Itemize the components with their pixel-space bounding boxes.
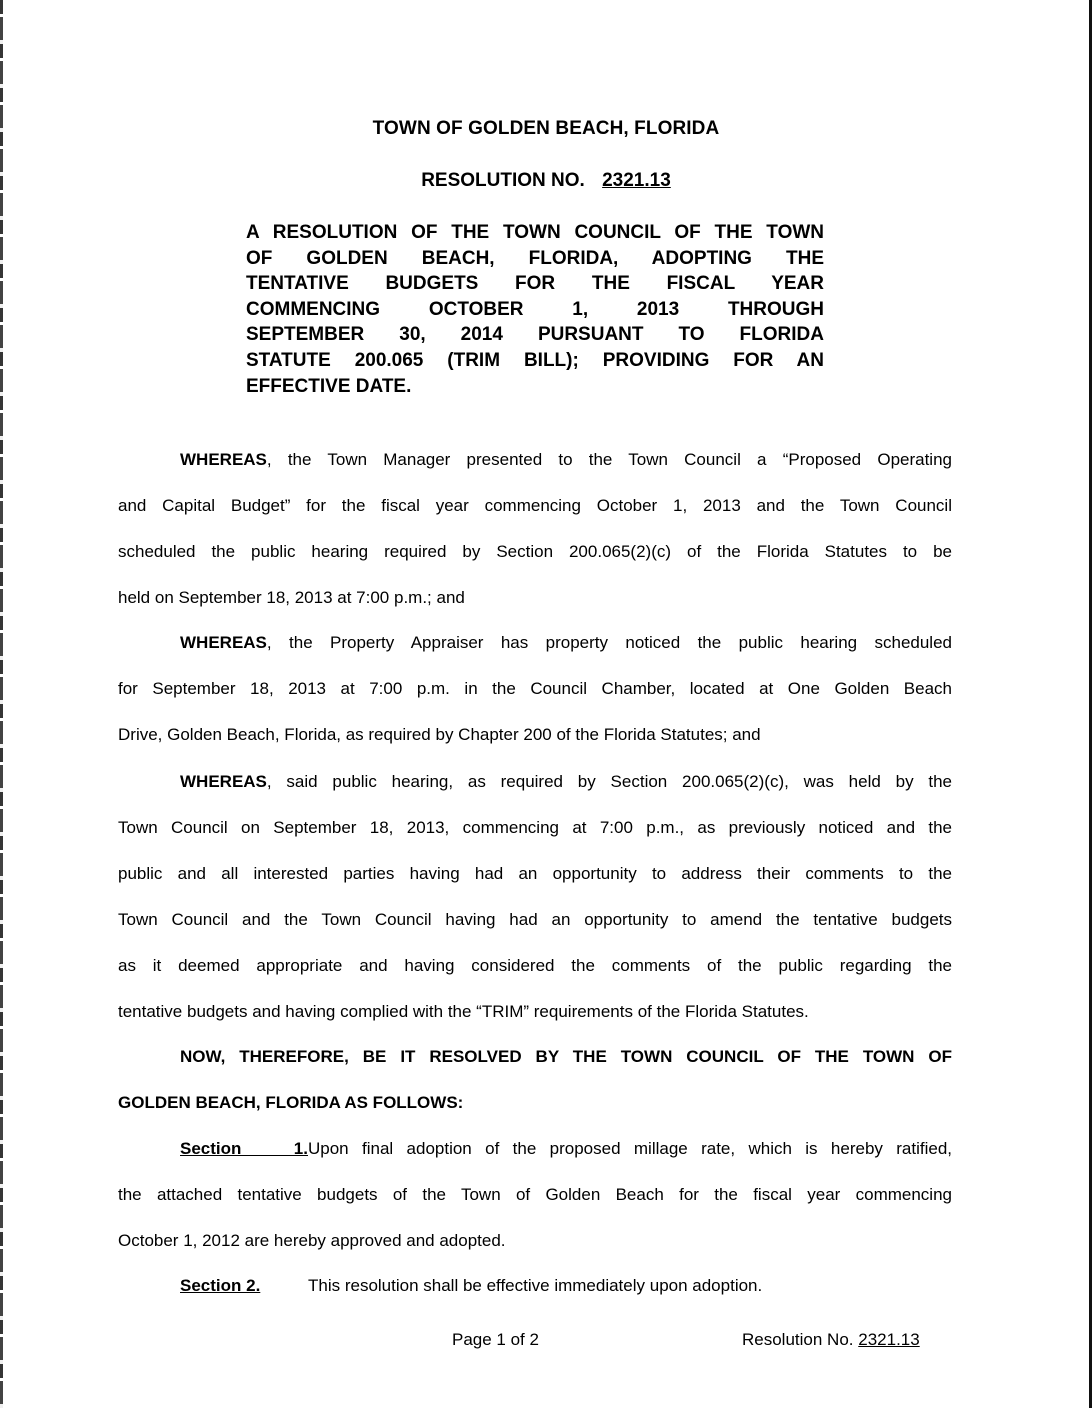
resolution-number: 2321.13 [602,170,671,191]
paragraph-line: public and all interested parties having had an opportunity to address their comments to the [118,864,952,883]
caption-line: TENTATIVE BUDGETS FOR THE FISCAL YEAR [246,273,824,295]
caption-line: OF GOLDEN BEACH, FLORIDA, ADOPTING THE [246,247,824,269]
paragraph-line: tentative budgets and having complied with the “TRIM” requirements of the Florida Statutes. [118,1002,809,1021]
caption-line: STATUTE 200.065 (TRIM BILL); PROVIDING FOR AN [246,349,824,371]
paragraph-line: Section 1.Upon final adoption of the proposed millage rate, which is hereby ratified, [118,1126,952,1172]
paragraph-line: the attached tentative budgets of the Town of Golden Beach for the fiscal year commencing [118,1185,952,1204]
paragraph-line: for September 18, 2013 at 7:00 p.m. in the Council Chamber, located at One Golden Beach [118,679,952,698]
paragraph-line: as it deemed appropriate and having considered the comments of the public regarding the [118,956,952,975]
paragraph-line: GOLDEN BEACH, FLORIDA AS FOLLOWS: [118,1093,464,1112]
paragraph-line: October 1, 2012 are hereby approved and adopted. [118,1231,506,1250]
caption-line: A RESOLUTION OF THE TOWN COUNCIL OF THE TOWN [246,222,824,243]
paragraph-line: Town Council on September 18, 2013, commencing at 7:00 p.m., as previously noticed and the [118,818,952,837]
resolved-clause [118,1034,952,1126]
resolution-caption [246,220,824,399]
section-2-label: Section 2. [180,1276,261,1295]
section-1-label: Section 1. [180,1139,308,1158]
document-title: TOWN OF GOLDEN BEACH, FLORIDA [372,118,720,139]
whereas-paragraph-1 [118,437,952,621]
scan-edge-right [1088,0,1092,1408]
resolution-heading [0,170,1092,192]
page-number: Page 1 of 2 [452,1330,539,1349]
section-2-text: This resolution shall be effective immediately upon adoption. [308,1276,763,1295]
paragraph-line: held on September 18, 2013 at 7:00 p.m.; and [118,588,465,607]
paragraph-line: Drive, Golden Beach, Florida, as required by Chapter 200 of the Florida Statutes; and [118,725,761,744]
caption-line: EFFECTIVE DATE. [246,375,412,397]
resolution-label: RESOLUTION NO. [421,170,585,191]
whereas-lead: WHEREAS [180,772,267,791]
paragraph-line: WHEREAS, the Town Manager presented to the Town Council a “Proposed Operating [180,450,952,469]
paragraph-line: scheduled the public hearing required by Section 200.065(2)(c) of the Florida Statutes to be [118,542,952,561]
caption-line: SEPTEMBER 30, 2014 PURSUANT TO FLORIDA [246,324,824,346]
section-1 [118,1126,952,1264]
section-2 [180,1276,762,1296]
whereas-lead: WHEREAS [180,633,267,652]
paragraph-line: WHEREAS, the Property Appraiser has property noticed the public hearing scheduled [180,633,952,652]
paragraph-line: WHEREAS, said public hearing, as required by Section 200.065(2)(c), was held by the [180,772,952,791]
paragraph-line: NOW, THEREFORE, BE IT RESOLVED BY THE TOWN COUNCIL OF THE TOWN OF [180,1047,952,1066]
whereas-paragraph-3 [118,759,952,1035]
whereas-lead: WHEREAS [180,450,267,469]
paragraph-line: Town Council and the Town Council having had an opportunity to amend the tentative budgets [118,910,952,929]
footer-resolution-number: 2321.13 [858,1330,920,1349]
paragraph-line: and Capital Budget” for the fiscal year commencing October 1, 2013 and the Town Council [118,496,952,515]
whereas-paragraph-2 [118,620,952,758]
footer-resolution [742,1330,920,1350]
scan-edge-left [0,0,3,1408]
footer-resolution-label: Resolution No. [742,1330,854,1349]
caption-line: COMMENCING OCTOBER 1, 2013 THROUGH [246,298,824,320]
